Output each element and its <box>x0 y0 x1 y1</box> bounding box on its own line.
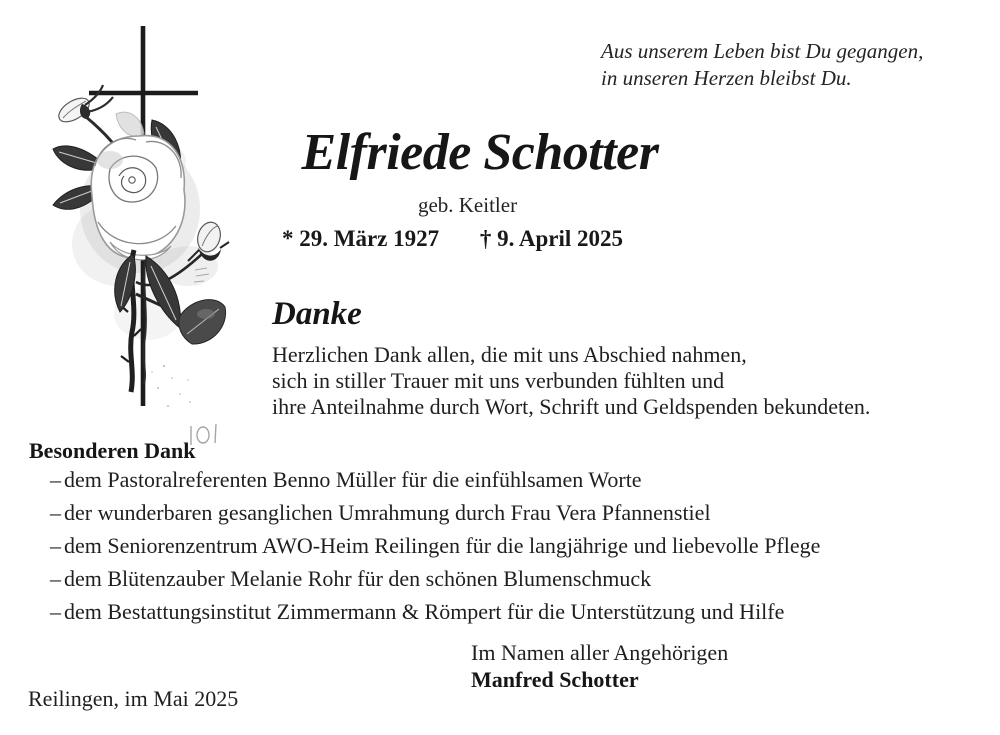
closing-name: Manfred Schotter <box>471 667 639 692</box>
thanks-line-1: Herzlichen Dank allen, die mit uns Abschied nahmen, <box>272 342 747 367</box>
list-dash: – <box>50 467 61 492</box>
list-item <box>50 463 820 496</box>
list-item-text: dem Bestattungsinstitut Zimmermann & Römpert für die Unterstützung und Hilfe <box>64 599 785 624</box>
closing-line: Im Namen aller Angehörigen <box>471 640 729 665</box>
list-item <box>50 529 820 562</box>
list-item <box>50 496 820 529</box>
list-item-text: dem Seniorenzentrum AWO-Heim Reilingen für die langjährige und liebevolle Pflege <box>64 533 821 558</box>
list-dash: – <box>50 599 61 624</box>
list-dash: – <box>50 533 61 558</box>
thanks-line-3: ihre Anteilnahme durch Wort, Schrift und Geldspenden bekundeten. <box>272 394 871 419</box>
special-thanks-heading: Besonderen Dank <box>29 438 196 463</box>
closing-block <box>471 639 728 693</box>
thanks-paragraph <box>272 342 870 420</box>
deceased-name: Elfriede Schotter <box>301 124 659 181</box>
list-item-text: dem Pastoralreferenten Benno Müller für die einfühlsamen Worte <box>64 467 642 492</box>
place-date: Reilingen, im Mai 2025 <box>28 686 239 711</box>
epitaph-quote-line-1: Aus unserem Leben bist Du gegangen, <box>601 39 924 63</box>
list-item-text: dem Blütenzauber Melanie Rohr für den schönen Blumenschmuck <box>64 566 652 591</box>
list-item <box>50 595 820 628</box>
list-item <box>50 562 820 595</box>
special-thanks-list <box>50 463 820 628</box>
thanks-heading: Danke <box>272 296 362 332</box>
birth-date: * 29. März 1927 <box>282 226 440 251</box>
epitaph-quote-line-2: in unseren Herzen bleibst Du. <box>601 66 852 90</box>
thanks-line-2: sich in stiller Trauer mit uns verbunden fühlten und <box>272 368 725 393</box>
death-date: † 9. April 2025 <box>479 226 624 251</box>
list-item-text: der wunderbaren gesanglichen Umrahmung durch Frau Vera Pfannenstiel <box>64 500 711 525</box>
cross-and-rose-icon <box>40 14 260 459</box>
list-dash: – <box>50 566 61 591</box>
list-dash: – <box>50 500 61 525</box>
maiden-name: geb. Keitler <box>417 193 518 217</box>
life-dates <box>282 226 623 252</box>
epitaph-quote <box>601 38 923 92</box>
